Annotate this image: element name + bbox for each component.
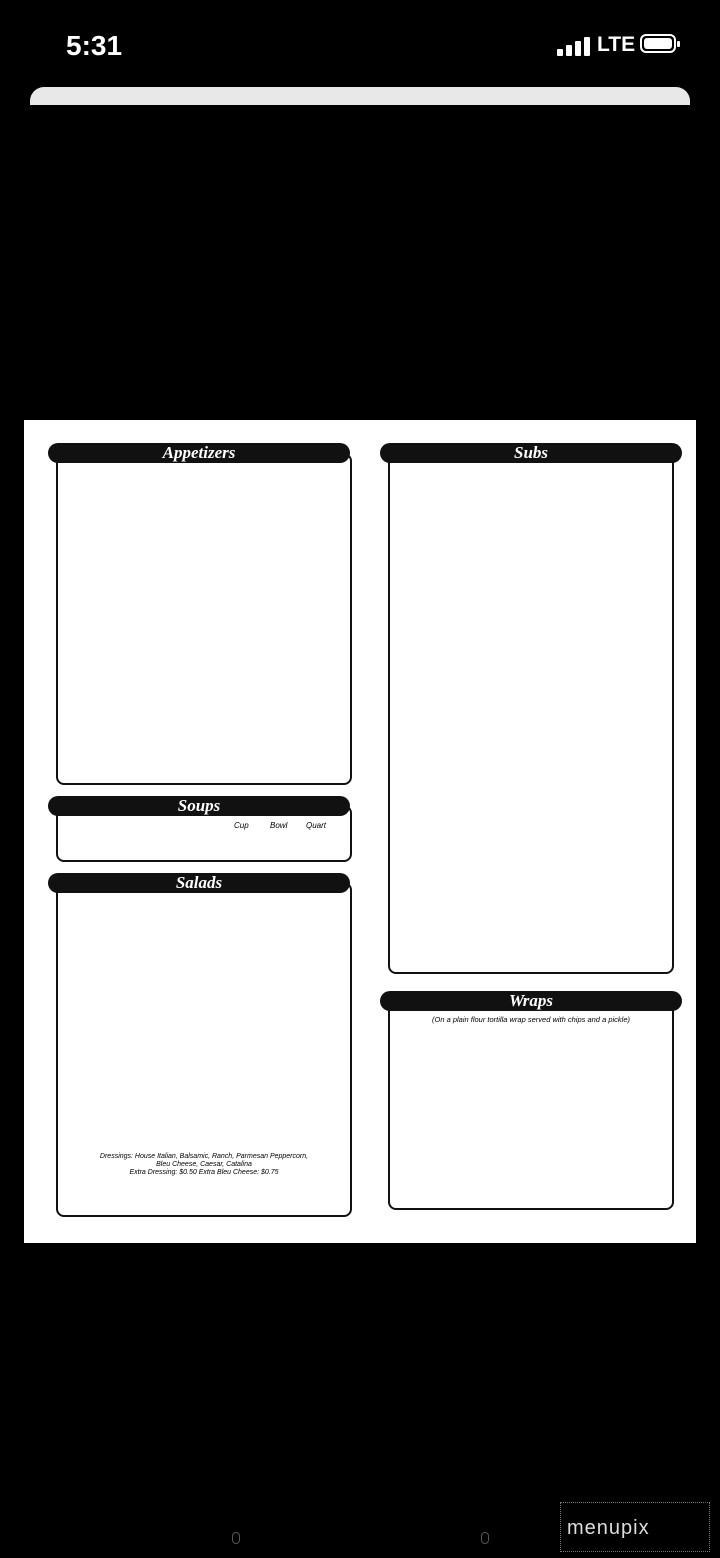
clock: 5:31 bbox=[66, 30, 123, 61]
salads-header: Salads bbox=[48, 873, 350, 893]
wraps-section bbox=[388, 1002, 674, 1210]
page-dot-right bbox=[481, 1532, 489, 1544]
network-label: LTE bbox=[597, 33, 636, 56]
soups-header: Soups bbox=[48, 796, 350, 816]
soup-col-quart: Quart bbox=[306, 821, 327, 830]
menu-image bbox=[24, 420, 696, 1243]
appetizers-section bbox=[56, 453, 352, 785]
subs-header: Subs bbox=[380, 443, 682, 463]
dressings-note: Dressings: House Italian, Balsamic, Ranch, Parmesan Peppercorn, bbox=[99, 1153, 309, 1160]
sheet-handle[interactable] bbox=[30, 87, 690, 105]
page-dot-left bbox=[232, 1532, 240, 1544]
menupix-watermark bbox=[560, 1502, 710, 1552]
signal-icon bbox=[557, 36, 593, 56]
wraps-subtitle: (On a plain flour tortilla wrap served with chips and a pickle) bbox=[431, 1015, 630, 1024]
dressings-note-2: Bleu Cheese, Caesar, Catalina bbox=[156, 1161, 252, 1168]
extra-dressing-note: Extra Dressing: $0.50 Extra Bleu Cheese: $0.75 bbox=[129, 1169, 279, 1176]
soup-col-bowl: Bowl bbox=[270, 821, 288, 830]
appetizers-header: Appetizers bbox=[48, 443, 350, 463]
status-bar bbox=[0, 0, 720, 90]
salads-section bbox=[56, 882, 352, 1217]
subs-section bbox=[388, 453, 674, 974]
soup-col-cup: Cup bbox=[234, 821, 249, 830]
battery-icon bbox=[640, 34, 676, 53]
watermark-text: menupix bbox=[567, 1517, 650, 1539]
wraps-header: Wraps bbox=[380, 991, 682, 1011]
